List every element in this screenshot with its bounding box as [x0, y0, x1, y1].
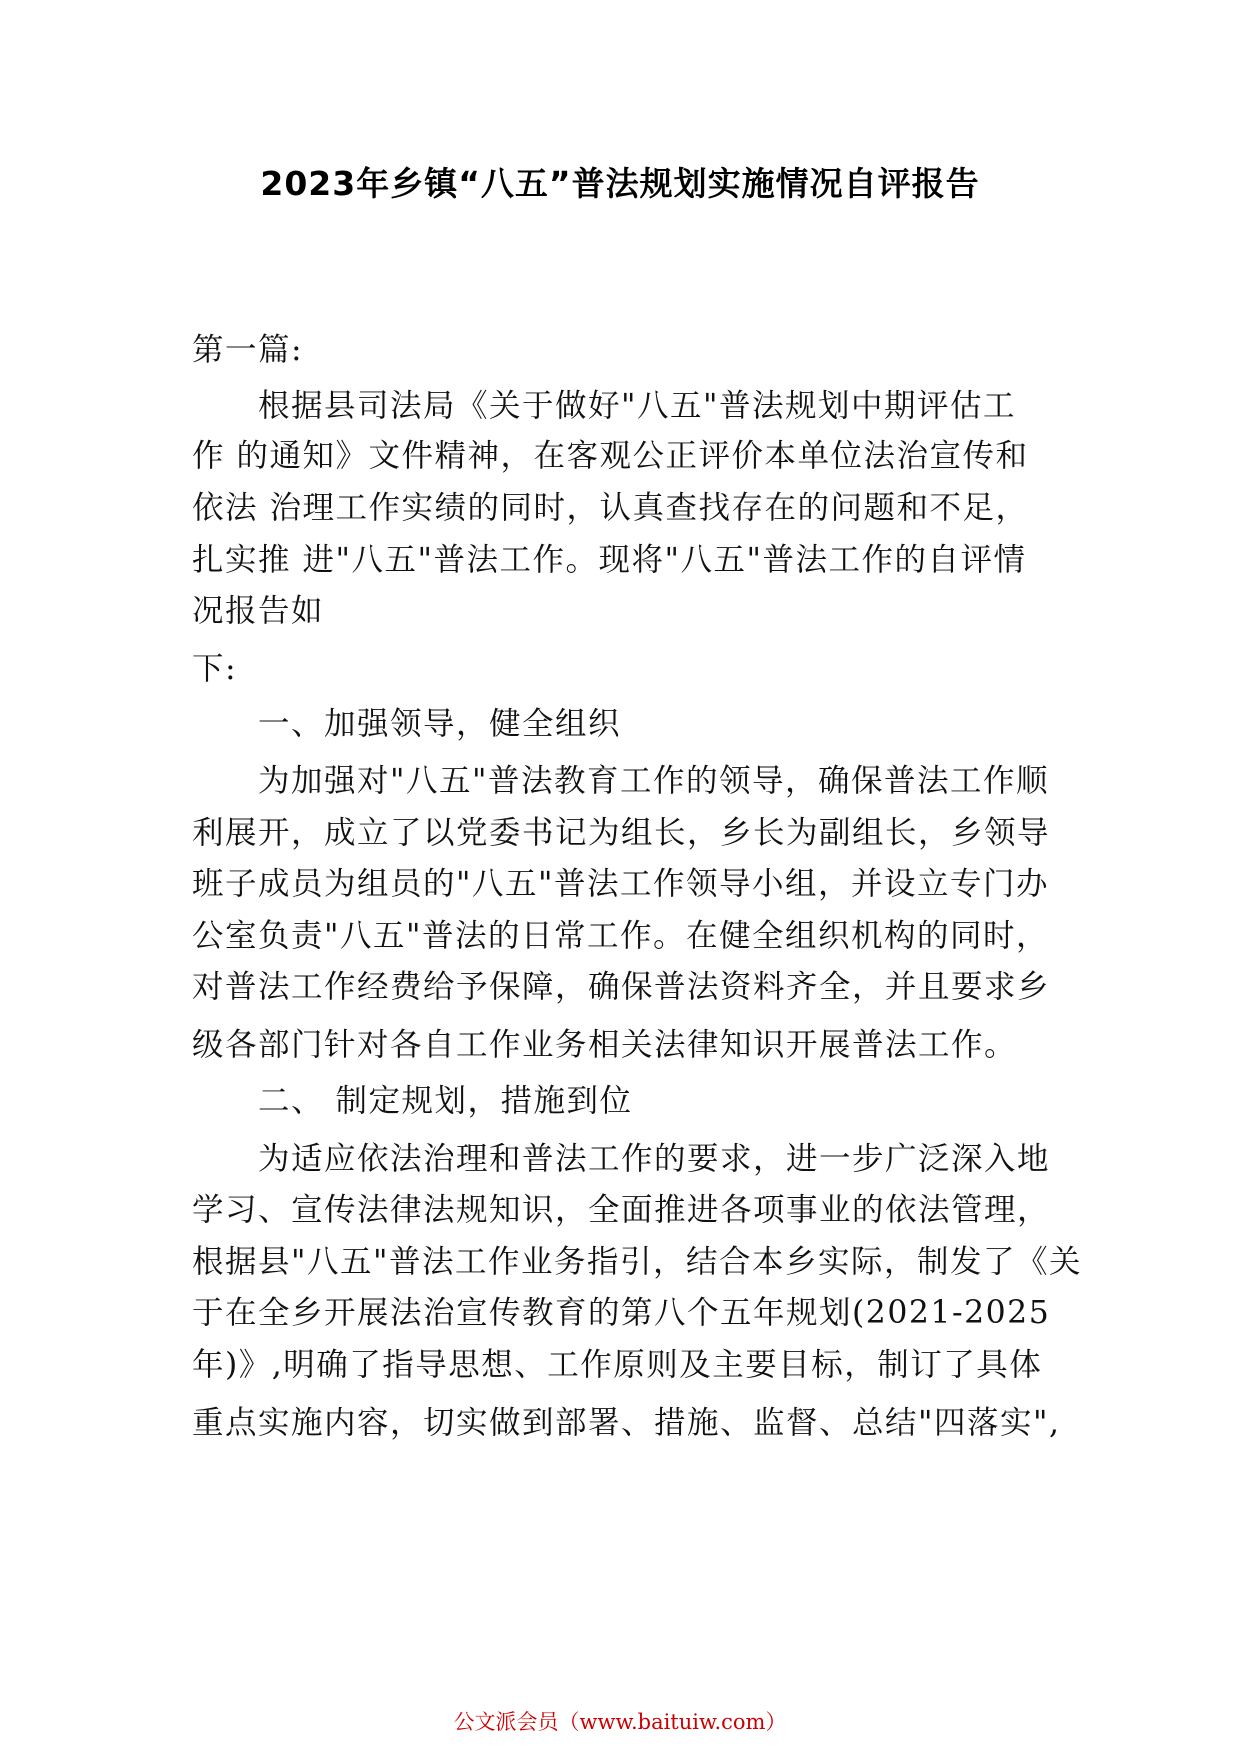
subheading: 一、加强领导，健全组织: [258, 706, 622, 742]
paragraph-line: 班子成员为组员的"八五"普法工作领导小组，并设立专门办: [192, 866, 1049, 902]
subheading: 二、 制定规划，措施到位: [258, 1083, 633, 1119]
section-heading: 第一篇:: [192, 332, 304, 368]
paragraph-line: 作 的通知》文件精神，在客观公正评价本单位法治宣传和: [192, 438, 1029, 474]
paragraph-line: 年)》,明确了指导思想、工作原则及主要目标，制订了具体: [192, 1347, 1043, 1383]
paragraph-line: 扎实推 进"八五"普法工作。现将"八五"普法工作的自评情: [192, 542, 1027, 578]
paragraph-line: 为适应依法治理和普法工作的要求，进一步广泛深入地: [258, 1141, 1051, 1177]
paragraph-line: 级各部门针对各自工作业务相关法律知识开展普法工作。: [192, 1027, 1018, 1063]
paragraph-line: 利展开，成立了以党委书记为组长，乡长为副组长，乡领导: [192, 815, 1051, 851]
paragraph-line: 对普法工作经费给予保障，确保普法资料齐全，并且要求乡: [192, 969, 1051, 1005]
paragraph-line: 根据县司法局《关于做好"八五"普法规划中期评估工: [258, 388, 1016, 424]
paragraph-line: 学习、宣传法律法规知识，全面推进各项事业的依法管理，: [192, 1192, 1051, 1228]
paragraph-line: 重点实施内容，切实做到部署、措施、监督、总结"四落实",: [192, 1405, 1061, 1441]
paragraph-line: 为加强对"八五"普法教育工作的领导，确保普法工作顺: [258, 763, 1049, 799]
document-title: 2023年乡镇“八五”普法规划实施情况自评报告: [260, 164, 980, 203]
paragraph-line: 于在全乡开展法治宣传教育的第八个五年规划(2021-2025: [192, 1295, 1051, 1331]
paragraph-line: 依法 治理工作实绩的同时，认真查找存在的问题和不足，: [192, 490, 1029, 526]
paragraph-line: 下:: [192, 651, 238, 687]
footer-watermark-link[interactable]: 公文派会员（www.baituiw.com）: [453, 1710, 787, 1734]
paragraph-line: 公室负责"八五"普法的日常工作。在健全组织机构的同时，: [192, 918, 1049, 954]
paragraph-line: 况报告如: [192, 593, 325, 629]
paragraph-line: 根据县"八五"普法工作业务指引，结合本乡实际，制发了《关: [192, 1244, 1082, 1280]
